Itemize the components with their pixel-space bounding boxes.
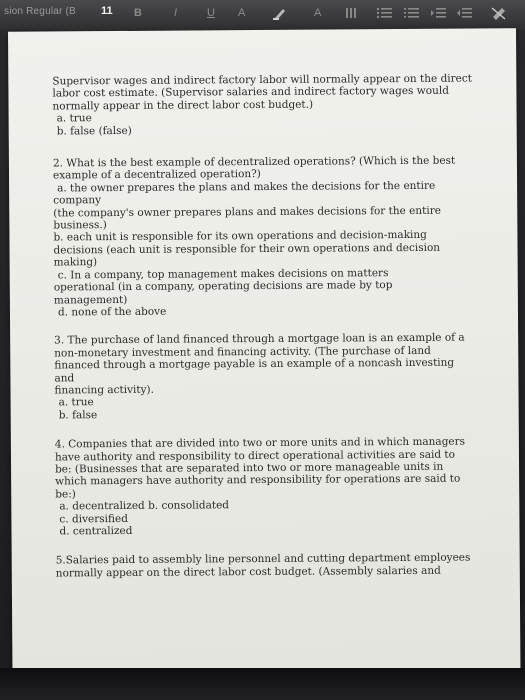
- question-text-line: have authority and responsibility to direct operational activities are said to: [54, 448, 455, 464]
- numbered-list-icon[interactable]: [403, 4, 421, 22]
- outdent-icon[interactable]: [456, 4, 474, 22]
- text-effects-icon[interactable]: A: [238, 7, 246, 19]
- bullets-icon[interactable]: [376, 4, 394, 22]
- question-text-line: normally appear on the direct labor cost budget. (Assembly salaries and: [55, 564, 441, 580]
- question-text-line: be:): [55, 488, 76, 501]
- question-text-line: 3. The purchase of land financed through a mortgage loan is an example of a: [54, 331, 465, 347]
- question-text-line: which managers have authority and responsibility for operations are said to: [55, 473, 461, 488]
- list-icon[interactable]: [345, 4, 363, 22]
- option-a[interactable]: a. the owner prepares the plans and makes the decisions for the entire: [57, 179, 436, 195]
- question-text-line: financing activity).: [54, 383, 155, 397]
- question-text-line: example of a decentralized operation?): [52, 168, 261, 182]
- question-text-line: normally appear in the direct labor cost budget.): [52, 98, 314, 113]
- clear-format-icon[interactable]: [490, 4, 508, 22]
- question-2: [53, 155, 474, 319]
- formatting-toolbar: [0, 0, 525, 30]
- option-c[interactable]: c. diversified: [59, 512, 128, 526]
- highlight-icon[interactable]: [272, 4, 288, 22]
- question-text-line: Supervisor wages and indirect factory labor will normally appear on the direct: [52, 72, 473, 88]
- device-bezel: [0, 668, 525, 700]
- option-b-line: making): [53, 256, 98, 269]
- question-3: [54, 332, 475, 422]
- option-b[interactable]: b. false (false): [56, 124, 132, 138]
- option-c-line: operational (in a company, operating decisions are made by top: [53, 279, 393, 294]
- option-b[interactable]: b. false: [58, 408, 98, 422]
- question-text-line: 4. Companies that are divided into two or more units and in which managers: [54, 435, 466, 451]
- font-name-field[interactable]: sion Regular (B: [4, 6, 76, 17]
- question-text-line: 5.Salaries paid to assembly line personnel and cutting department employees: [55, 551, 471, 567]
- question-5: [56, 552, 476, 580]
- question-text-line: be: (Businesses that are separated into two or more manageable units in: [55, 460, 444, 476]
- option-d[interactable]: d. centralized: [59, 524, 133, 538]
- bold-icon[interactable]: B: [134, 7, 142, 19]
- option-a-line: business.): [53, 219, 107, 232]
- option-a[interactable]: a. true: [56, 112, 92, 125]
- italic-icon[interactable]: I: [174, 7, 178, 19]
- option-d[interactable]: d. none of the above: [57, 305, 167, 319]
- question-text-line: 2. What is the best example of decentralized operations? (Which is the best: [52, 154, 456, 170]
- option-b-line: decisions (each unit is responsible for their own operations and decision: [53, 241, 441, 257]
- question-list: [52, 73, 476, 580]
- indent-icon[interactable]: [430, 4, 448, 22]
- font-size-field[interactable]: 11: [101, 5, 113, 17]
- question-1: [52, 73, 472, 138]
- question-text-line: labor cost estimate. (Supervisor salaries and indirect factory wages would: [52, 85, 449, 100]
- option-b[interactable]: b. each unit is responsible for its own operations and decision-making: [53, 229, 427, 244]
- option-a-b[interactable]: a. decentralized b. consolidated: [59, 499, 230, 513]
- underline-icon[interactable]: U: [207, 7, 215, 19]
- option-a-line: (the company's owner prepares plans and makes decisions for the entire: [53, 204, 441, 220]
- document-page: [8, 28, 520, 672]
- question-4: [55, 436, 476, 538]
- question-text-line: financed through a mortgage payable is an example of a noncash investing and: [54, 356, 455, 384]
- option-a-line: company: [53, 194, 102, 207]
- font-color-icon[interactable]: A: [314, 7, 322, 19]
- option-a[interactable]: a. true: [58, 396, 94, 409]
- option-c-line: management): [53, 293, 128, 306]
- option-c[interactable]: c. In a company, top management makes decisions on matters: [57, 266, 389, 282]
- question-text-line: non-monetary investment and financing activity. (The purchase of land: [54, 344, 431, 360]
